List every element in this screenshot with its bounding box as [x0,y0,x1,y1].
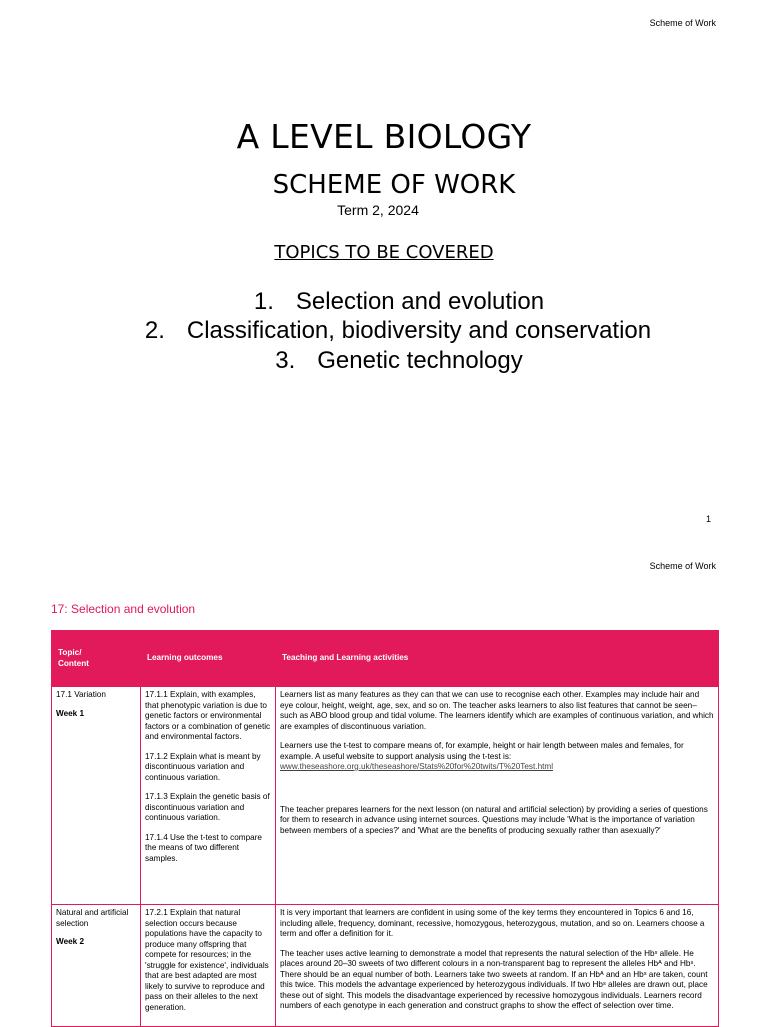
activity-text: The teacher prepares learners for the next lesson (on natural and artificial selection) by providing a series of questions for them to research in advance using internet sources. Questions may include 'What is the importance of variation between members of a species?' and 'What are the benefits of producing sexually rather than asexually?' [280,804,708,835]
column-header-outcomes: Learning outcomes [141,631,276,687]
outcome-text: 17.1.1 Explain, with examples, that phenotypic variation is due to genetic factors or environmental factors or a combination of genetic and environmental factors. [145,690,271,741]
activity-text: It is very important that learners are confident in using some of the key terms they encountered in Topics 6 and 16, including allele, frequency, dominant, recessive, homozygous, heterozygous, mutation, and so on. Learners choose a term and offer a definition for it. [280,908,705,938]
column-header-topic: Topic/ Content [52,631,141,687]
outcomes-cell [141,905,276,1027]
activities-cell [276,905,719,1027]
topic-number: 3. [275,347,296,374]
section-title: 17: Selection and evolution [51,602,196,616]
activity-text: Learners list as many features as they can that we can use to recognise each other. Examples may include hair and eye colour, height, weight, age, sex, and so on. The teacher asks learners to also list features that cannot be seen– such as ABO blood group and tidal volume. The learners identify which are examples of continuous variation, and which are examples of discontinuous variation. [280,690,714,731]
topic-label: Classification, biodiversity and conservation [186,317,652,344]
running-header: Scheme of Work [649,561,716,571]
table-row [52,687,719,905]
document-title: A LEVEL BIOLOGY [236,117,532,156]
column-header-activities: Teaching and Learning activities [276,631,719,687]
table-row [52,905,719,1027]
activity-text-with-link [280,741,714,773]
table-header-row [52,631,719,687]
activities-cell [276,687,719,905]
page-number: 1 [705,514,711,524]
outcome-text: 17.1.4 Use the t-test to compare the means of two different samples. [145,832,262,863]
topic-cell [52,687,141,905]
term-label: Term 2, 2024 [337,202,419,218]
topic-item [15,347,768,375]
week-label: Week 2 [56,937,85,946]
running-header: Scheme of Work [649,18,716,28]
scheme-table [51,630,719,1027]
topic-cell [52,905,141,1027]
topic-label: Selection and evolution [295,288,545,315]
week-label: Week 1 [56,708,85,718]
reference-link[interactable]: www.theseashore.org.uk/theseashore/Stats%20for%20twits/T%20Test.html [280,762,554,771]
topic-item [14,317,768,345]
outcomes-cell [141,687,276,905]
topic-item [15,288,768,316]
topic-number: 2. [144,317,165,344]
topic-number: 1. [253,288,274,315]
topics-heading: TOPICS TO BE COVERED [274,242,494,263]
activity-text: The teacher uses active learning to demonstrate a model that represents the natural selection of the Hbˢ allele. He places around 20–30 sweets of two different colours in a non-transparent bag to represent the alleles Hbᴬ and Hbˢ. There should be an equal number of both. Learners take two sweets at random. If an Hbᴬ and an Hbˢ are taken, count this twice. This models the advantage experienced by heterozygous individuals. If two Hbˢ alleles are drawn out, place these out of sight. This models the disadvantage experienced by recessive homozygous individuals. Learners record numbers of each genotype in each generation and construct graphs to show the effect of selection over time. [280,948,708,1010]
activity-text: Learners use the t-test to compare means of, for example, height or hair length between males and females, for example. A useful website to support analysis using the t-test is: [280,741,684,761]
document-subtitle: SCHEME OF WORK [272,170,516,200]
topic-label: 17.1 Variation [56,690,106,699]
outcome-text: 17.1.2 Explain what is meant by discontinuous variation and continuous variation. [145,751,261,782]
outcome-text: 17.2.1 Explain that natural selection occurs because populations have the capacity to produce many offspring that compete for resources; in the 'struggle for existence', individuals that are best adapted are most likely to survive to reproduce and pass on their alleles to the next generation. [145,908,269,1012]
outcome-text: 17.1.3 Explain the genetic basis of discontinuous variation and continuous variation. [145,792,270,822]
topic-label: Genetic technology [317,347,523,374]
topic-label: Natural and artificial selection [56,908,129,928]
